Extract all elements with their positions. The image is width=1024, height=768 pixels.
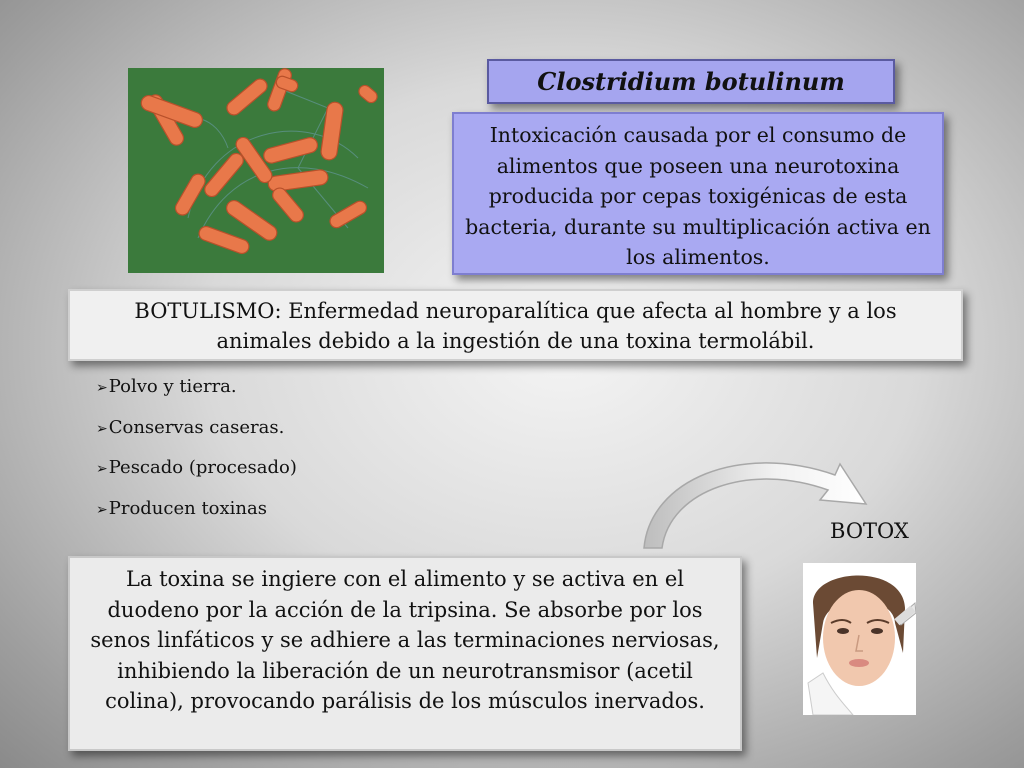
arrowhead-bullet-icon: ➢ — [96, 380, 108, 396]
sources-list — [96, 372, 516, 534]
mechanism-text: La toxina se ingiere con el alimento y se activa en el duodeno por la acción de la tripsina. Se absorbe por los senos linfáticos y se adhiere a las terminaciones nerviosas, inhibiendo la liberación de un neurotransmisor (acetil colina), provocando parálisis de los músculos inervados. — [90, 567, 720, 713]
bacteria-micrograph-image — [128, 68, 384, 273]
description-box — [452, 112, 944, 275]
list-item: ➢Producen toxinas — [96, 497, 267, 519]
list-item: ➢Pescado (procesado) — [96, 457, 297, 478]
list-item: ➢Conservas caseras. — [96, 416, 285, 438]
botox-face-image — [803, 563, 916, 715]
list-item: ➢Polvo y tierra. — [96, 376, 237, 397]
definition-text: BOTULISMO: Enfermedad neuroparalítica que afecta al hombre y a los animales debido a la ingestión de una toxina termolábil. — [134, 299, 897, 353]
description-text: Intoxicación causada por el consumo de alimentos que poseen una neurotoxina producida por cepas toxigénicas de esta bacteria, durante su multiplicación activa en los alimentos. — [465, 123, 931, 269]
title-box — [487, 59, 895, 104]
botox-label: BOTOX — [830, 519, 909, 543]
slide-title: Clostridium botulinum — [537, 67, 845, 96]
arrowhead-bullet-icon: ➢ — [96, 461, 108, 477]
arrowhead-bullet-icon: ➢ — [96, 420, 108, 437]
arrowhead-bullet-icon: ➢ — [96, 501, 108, 518]
mechanism-box — [68, 556, 742, 751]
definition-box — [68, 289, 963, 361]
